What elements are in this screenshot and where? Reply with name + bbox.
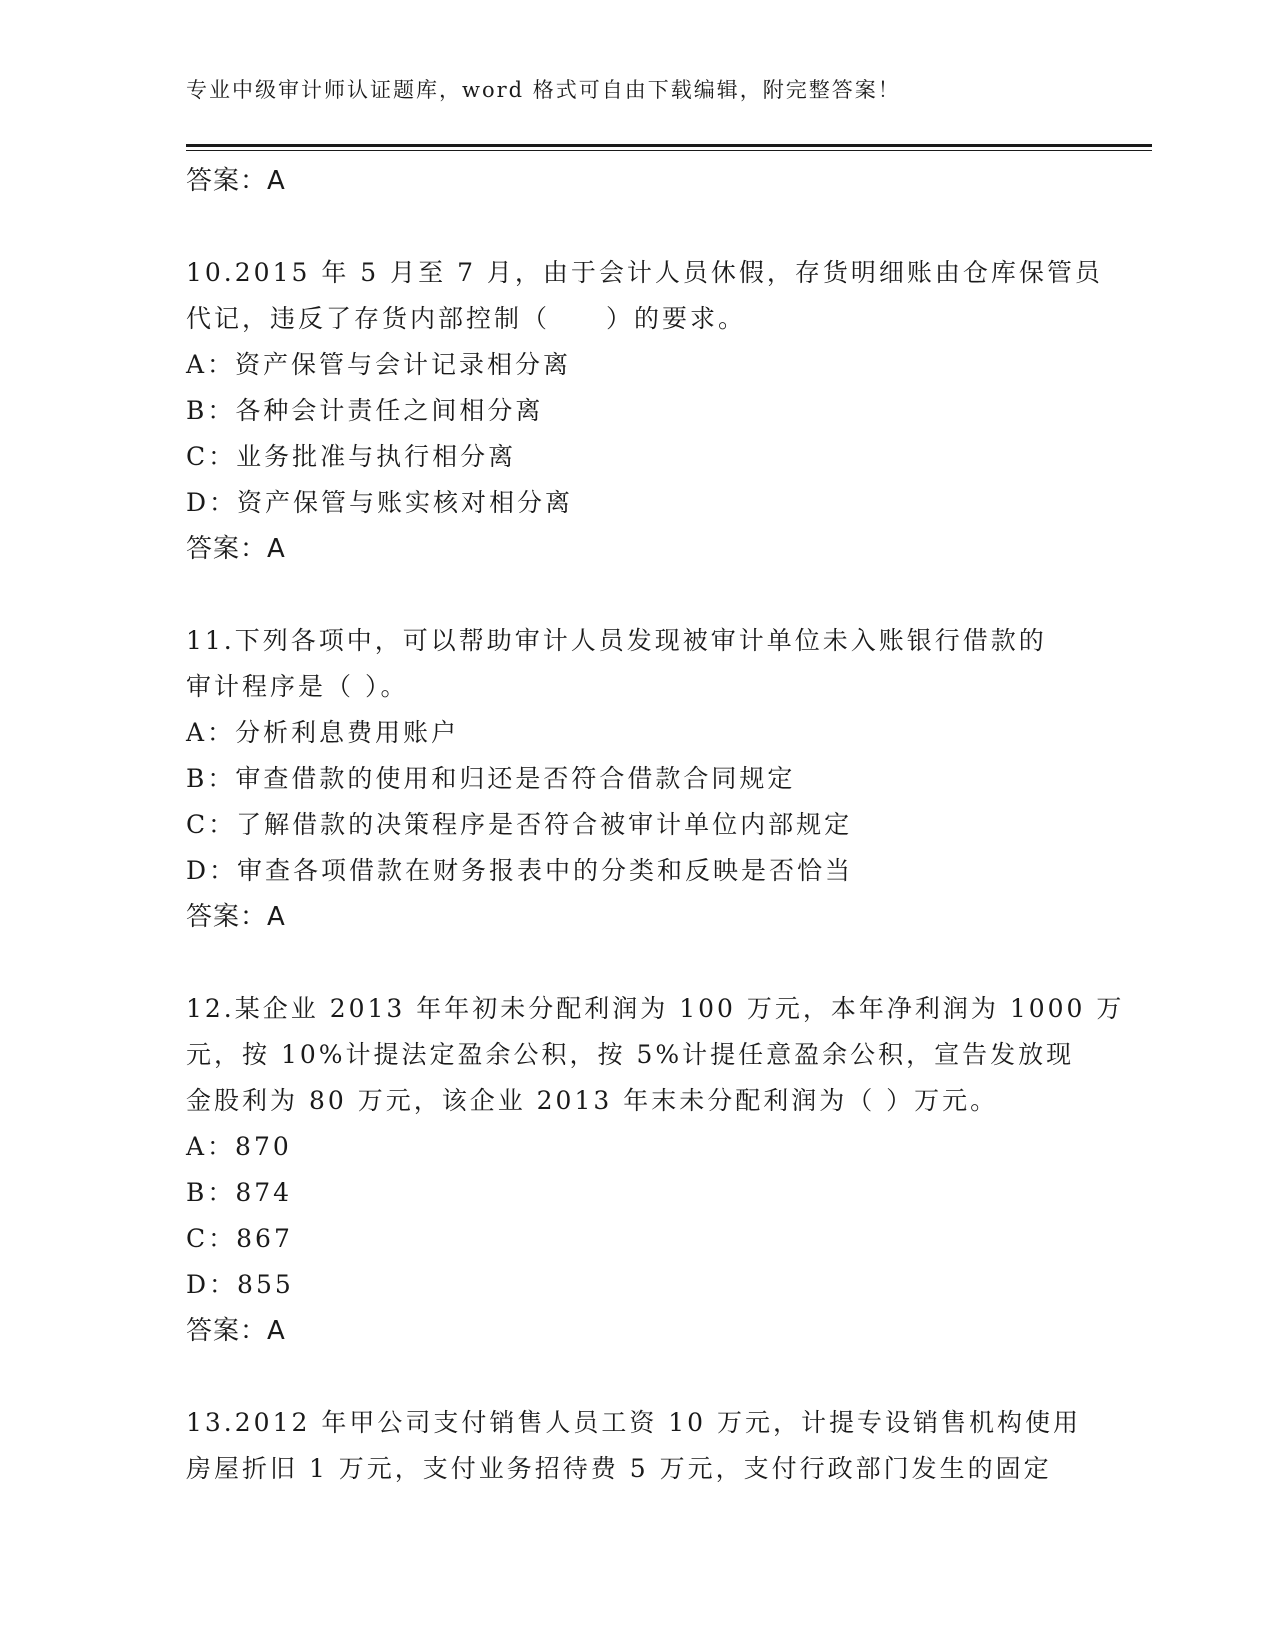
question-10 (186, 250, 1103, 572)
option-b: B：各种会计责任之间相分离 (186, 396, 544, 425)
option-c: C：业务批准与执行相分离 (186, 442, 517, 471)
question-12 (186, 986, 1125, 1354)
answer-line: 答案：A (186, 166, 286, 196)
question-stem-line: 元，按 10%计提法定盈余公积，按 5%计提任意盈余公积，宣告发放现 (186, 1040, 1075, 1069)
answer-line: 答案：A (186, 1316, 286, 1346)
header-rule-thick (186, 144, 1152, 147)
answer-line: 答案：A (186, 534, 286, 564)
option-d: D：855 (186, 1270, 294, 1299)
question-stem-line: 代记，违反了存货内部控制（ ）的要求。 (186, 304, 747, 333)
option-c: C：了解借款的决策程序是否符合被审计单位内部规定 (186, 810, 853, 839)
question-content (186, 158, 1125, 1492)
question-stem-line: 金股利为 80 万元，该企业 2013 年末未分配利润为（ ）万元。 (186, 1086, 999, 1115)
option-a: A：870 (186, 1132, 292, 1161)
option-b: B：审查借款的使用和归还是否符合借款合同规定 (186, 764, 796, 793)
question-stem-line: 12.某企业 2013 年年初未分配利润为 100 万元，本年净利润为 1000 万 (186, 994, 1125, 1023)
question-stem-line: 10.2015 年 5 月至 7 月，由于会计人员休假，存货明细账由仓库保管员 (186, 258, 1103, 287)
option-d: D：资产保管与账实核对相分离 (186, 488, 574, 517)
option-b: B：874 (186, 1178, 293, 1207)
question-11 (186, 618, 1086, 940)
option-a: A：资产保管与会计记录相分离 (186, 350, 572, 379)
question-stem-line: 13.2012 年甲公司支付销售人员工资 10 万元，计提专设销售机构使用 (186, 1408, 1082, 1437)
option-a: A：分析利息费用账户 (186, 718, 460, 747)
question-stem-line: 11.下列各项中，可以帮助审计人员发现被审计单位未入账银行借款的 (186, 626, 1047, 655)
option-d: D：审查各项借款在财务报表中的分类和反映是否恰当 (186, 856, 854, 885)
question-13 (186, 1400, 1086, 1492)
option-c: C：867 (186, 1224, 293, 1253)
answer-line: 答案：A (186, 902, 286, 932)
question-stem-line: 审计程序是（ ）。 (186, 672, 409, 701)
header-rule-thin (186, 150, 1152, 151)
question-stem-line: 房屋折旧 1 万元，支付业务招待费 5 万元，支付行政部门发生的固定 (186, 1454, 1052, 1483)
page-header: 专业中级审计师认证题库，word 格式可自由下载编辑，附完整答案！ (186, 78, 901, 102)
